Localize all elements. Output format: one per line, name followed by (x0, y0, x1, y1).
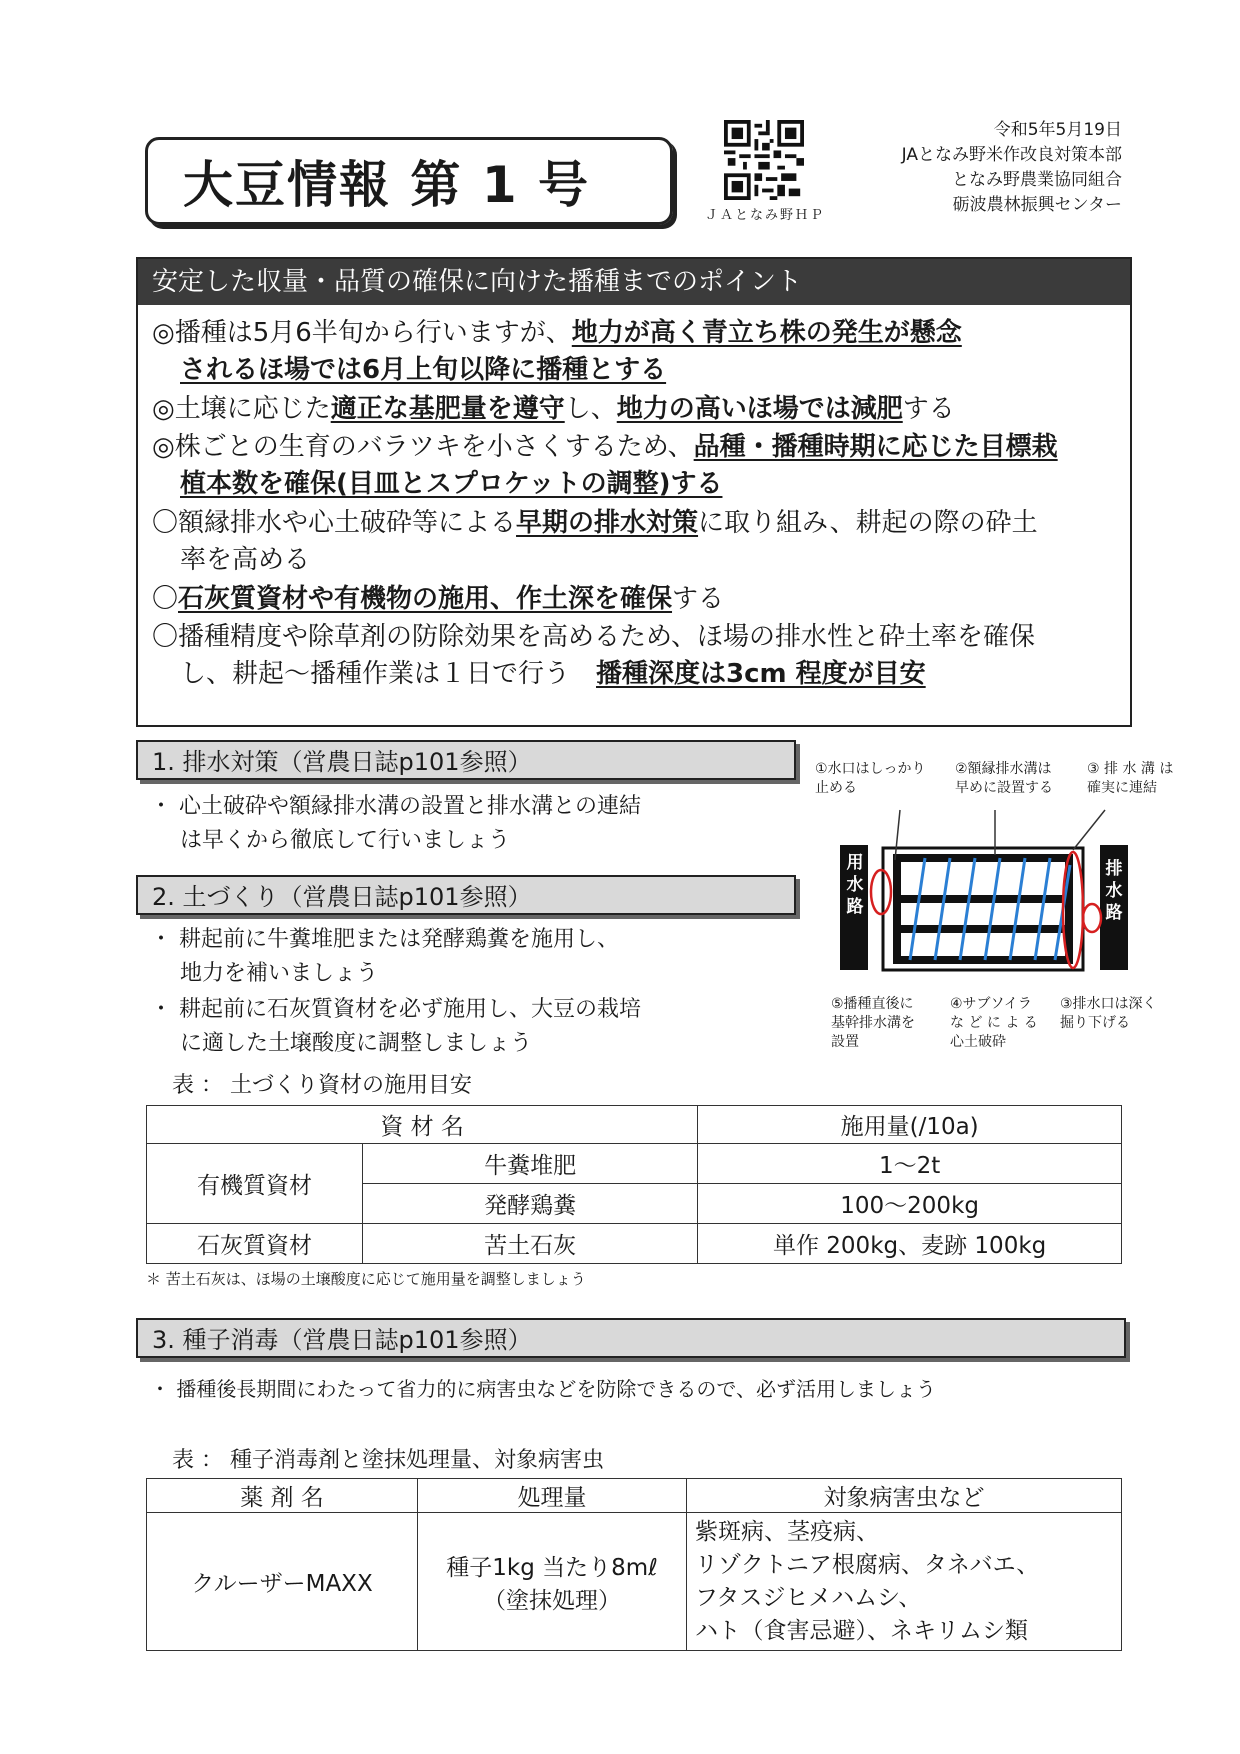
title-box (145, 137, 673, 225)
page-title: 大豆情報 第 1 号 (183, 156, 591, 214)
diagram-label: ③排水口は深く 掘り下げる (1060, 996, 1157, 1031)
table1-note: ＊ 苦土石灰は、ほ場の土壌酸度に応じて施用量を調整しましょう (146, 1270, 586, 1288)
table-cell: 種子1kg 当たり8mℓ （塗抹処理） (418, 1513, 687, 1651)
diagram-label: ⑤播種直後に 基幹排水溝を 設置 (831, 996, 915, 1050)
point-item: ◎土壌に応じた適正な基肥量を遵守し、地力の高いほ場では減肥する (152, 394, 955, 424)
table-header: 資 材 名 (147, 1106, 698, 1144)
key-points-heading: 安定した収量・品質の確保に向けた播種までのポイント (138, 259, 1130, 305)
soil-material-table (146, 1105, 1122, 1264)
point-item: 〇額縁排水や心土破砕等による早期の排水対策に取り組み、耕起の際の砕土 率を高める (152, 508, 1038, 575)
table-cell: 紫斑病、茎疫病、 リゾクトニア根腐病、タネバエ、 フタスジヒメハムシ、 ハト（食害忌避）、ネキリムシ類 (687, 1513, 1122, 1651)
point-item: ◎播種は5月6半旬から行いますが、地力が高く青立ち株の発生が懸念 されるほ場では6月上旬以降に播種とする (152, 318, 962, 385)
seed-disinfectant-table (146, 1478, 1122, 1651)
section3-header: 3. 種子消毒（営農日誌p101参照） (136, 1318, 1126, 1358)
section3-bullet: ・ 播種後長期間にわたって省力的に病害虫などを防除できるので、必ず活用しましょう (150, 1377, 936, 1401)
diagram-label: ③ 排 水 溝 は 確実に連結 (1087, 761, 1174, 796)
drainage-diagram (815, 760, 1174, 1060)
section2-bullet: ・ 耕起前に石灰質資材を必ず施用し、大豆の栽培 に適した土壌酸度に調整しましょう (150, 997, 641, 1056)
issuer-line: JAとなみ野米作改良対策本部 (901, 145, 1122, 165)
diagram-label: ②額縁排水溝は 早めに設置する (955, 761, 1053, 796)
table2-caption: 表 ： 種子消毒剤と塗抹処理量、対象病害虫 (172, 1448, 604, 1473)
table-cell: 1～2t (698, 1144, 1122, 1184)
point-item: 〇石灰質資材や有機物の施用、作土深を確保する (152, 584, 725, 614)
diagram-label: ④サブソイラ な ど に よ る 心土破砕 (950, 996, 1038, 1050)
table-cell: 100～200kg (698, 1184, 1122, 1224)
table-header: 薬 剤 名 (147, 1479, 418, 1513)
table-cell: 苦土石灰 (363, 1224, 698, 1264)
issue-date: 令和5年5月19日 (993, 120, 1122, 140)
section2-header: 2. 土づくり（営農日誌p101参照） (136, 875, 796, 915)
issuer-line: 砺波農林振興センター (952, 195, 1122, 215)
issuer-line: となみ野農業協同組合 (952, 170, 1122, 190)
table-cell: 石灰質資材 (147, 1224, 363, 1264)
point-item: 〇播種精度や除草剤の防除効果を高めるため、ほ場の排水性と砕土率を確保 し、耕起～播種作業は１日で行う 播種深度は3cm 程度が目安 (152, 622, 1035, 689)
key-points-box (136, 257, 1132, 727)
section2-bullet: ・ 耕起前に牛糞堆肥または発酵鶏糞を施用し、 地力を補いましょう (150, 927, 619, 986)
section1-header: 1. 排水対策（営農日誌p101参照） (136, 740, 796, 780)
drainage-channel-label: 排水路 (1105, 859, 1123, 923)
point-item: ◎株ごとの生育のバラツキを小さくするため、品種・播種時期に応じた目標栽 植本数を確保(目皿とスプロケットの調整)する (152, 432, 1058, 499)
qr-label: ＪＡとなみ野ＨＰ (705, 208, 826, 223)
table-cell: 有機質資材 (147, 1144, 363, 1224)
table-cell: 発酵鶏糞 (363, 1184, 698, 1224)
table-header: 施用量(/10a) (698, 1106, 1122, 1144)
table-header: 処理量 (418, 1479, 687, 1513)
table1-caption: 表 ： 土づくり資材の施用目安 (172, 1073, 472, 1098)
qr-code[interactable] (724, 120, 804, 200)
section1-bullet: ・ 心土破砕や額縁排水溝の設置と排水溝との連結 は早くから徹底して行いましょう (150, 794, 641, 853)
irrigation-channel-label: 用水路 (846, 853, 864, 917)
diagram-label: ①水口はしっかり 止める (815, 761, 926, 796)
table-cell: クルーザーMAXX (147, 1513, 418, 1651)
issuer-block (902, 118, 1122, 218)
table-cell: 牛糞堆肥 (363, 1144, 698, 1184)
table-cell: 単作 200kg、麦跡 100kg (698, 1224, 1122, 1264)
table-header: 対象病害虫など (687, 1479, 1122, 1513)
